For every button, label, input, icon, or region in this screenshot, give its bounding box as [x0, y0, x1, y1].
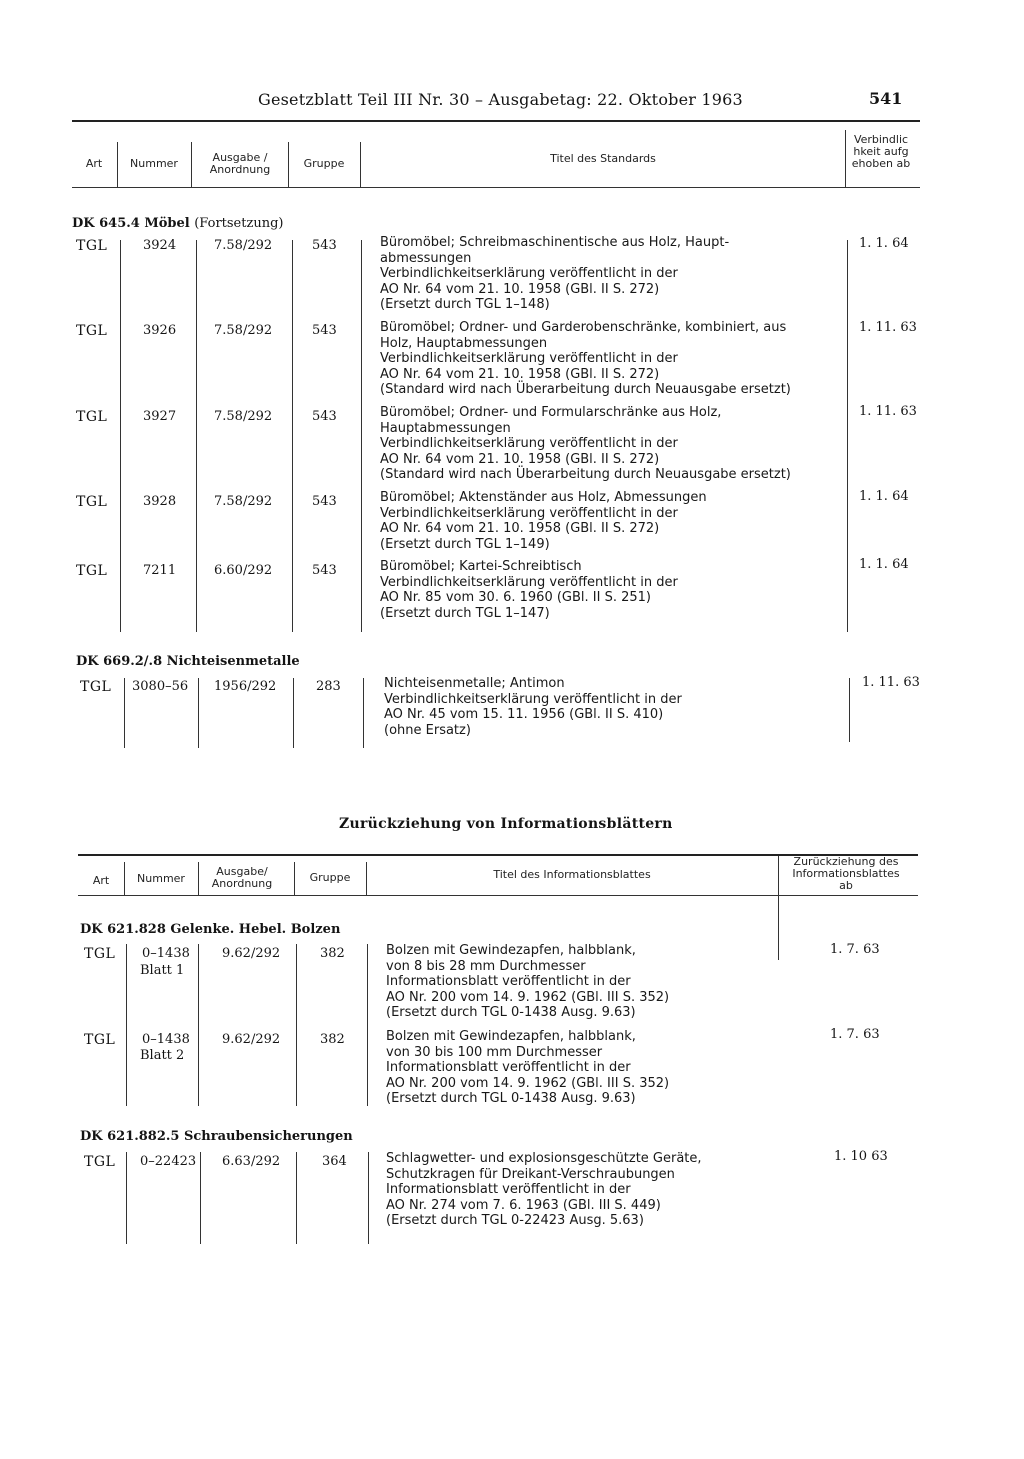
row-ausgabe: 1956/292 — [214, 679, 277, 694]
title-line: Büromöbel; Aktenständer aus Holz, Abmessungen — [380, 490, 707, 505]
title-line: Büromöbel; Schreibmaschinentische aus Holz, Haupt- — [380, 235, 730, 250]
section-dk: DK 645.4 Möbel — [72, 216, 190, 231]
title-line: Verbindlichkeitserklärung veröffentlicht in der — [380, 351, 678, 366]
table2-col-nummer: Nummer — [137, 872, 185, 885]
table1-header-divider — [845, 130, 846, 187]
table2-body-divider — [296, 944, 297, 1106]
section-dk: DK 621.882.5 Schraubensicherungen — [80, 1129, 353, 1144]
table2-col-zurueck: Zurückziehung des Informationsblattes ab — [792, 855, 900, 892]
row-blatt: Blatt 2 — [140, 1048, 185, 1063]
section-heading-schraubensicherungen — [80, 1129, 353, 1144]
title-line: von 8 bis 28 mm Durchmesser — [386, 958, 586, 974]
row-date: 1. 7. 63 — [830, 942, 880, 957]
title-line: (Ersetzt durch TGL 0-1438 Ausg. 9.63) — [386, 1091, 636, 1106]
title-line: Büromöbel; Ordner- und Garderobenschränke, kombiniert, aus — [380, 320, 787, 335]
title-line: (Ersetzt durch TGL 1–148) — [380, 297, 550, 312]
table1-col-art: Art — [85, 157, 103, 170]
table2-col-ausgabe: Ausgabe/ Anordnung — [211, 865, 273, 890]
row-title — [386, 1029, 669, 1107]
table2-body-divider — [126, 944, 127, 1106]
title-line: von 30 bis 100 mm Durchmesser — [386, 1044, 603, 1060]
title-line: Verbindlichkeitserklärung veröffentlicht in der — [380, 266, 678, 281]
row-date: 1. 11. 63 — [862, 675, 920, 690]
title-line: Hauptabmessungen — [380, 420, 511, 436]
table1-col-verbind: Verbindlichkeit aufgehoben ab — [851, 133, 911, 170]
title-line: Büromöbel; Kartei-Schreibtisch — [380, 559, 582, 574]
row-art: TGL — [84, 1032, 116, 1048]
title-line: Büromöbel; Ordner- und Formularschränke aus Holz, — [380, 405, 722, 420]
row-title — [380, 320, 791, 398]
title-line: Schlagwetter- und explosionsgeschützte Geräte, — [386, 1151, 702, 1166]
page-header-title: Gesetzblatt Teil III Nr. 30 – Ausgabetag: 22. Oktober 1963 — [258, 90, 743, 109]
row-art: TGL — [84, 1154, 116, 1170]
title-line: (Ersetzt durch TGL 0-1438 Ausg. 9.63) — [386, 1005, 636, 1020]
row-blatt: Blatt 1 — [140, 963, 185, 978]
row-title — [380, 405, 791, 483]
table2-header-divider — [124, 862, 125, 895]
table2-body-divider — [198, 944, 199, 1106]
row-gruppe: 543 — [312, 409, 337, 424]
row-ausgabe: 6.60/292 — [214, 563, 273, 578]
title-line: Informationsblatt veröffentlicht in der — [386, 974, 631, 989]
table2-header-divider — [778, 856, 779, 895]
table1-body-divider — [361, 240, 362, 632]
section-heading-gelenke — [80, 922, 340, 937]
table1-col-ausgabe: Ausgabe / Anordnung — [209, 151, 271, 176]
title-line: Holz, Hauptabmessungen — [380, 335, 548, 351]
row-title — [386, 1151, 702, 1229]
row-date: 1. 1. 64 — [859, 489, 909, 504]
table2-body-divider — [368, 1152, 369, 1244]
row-title — [384, 676, 682, 738]
row-ausgabe: 7.58/292 — [214, 323, 273, 338]
title-line: Bolzen mit Gewindezapfen, halbblank, — [386, 943, 636, 958]
title-line: (Ersetzt durch TGL 1–147) — [380, 605, 550, 621]
row-title — [386, 943, 669, 1021]
title-line: AO Nr. 64 vom 21. 10. 1958 (GBl. II S. 272) — [380, 366, 660, 382]
row-art: TGL — [76, 563, 108, 579]
row-title — [380, 559, 678, 621]
table2-heading: Zurückziehung von Informationsblättern — [339, 816, 673, 832]
row-art: TGL — [76, 238, 108, 254]
row-ausgabe: 6.63/292 — [222, 1154, 281, 1169]
row-gruppe: 543 — [312, 563, 337, 578]
title-line: Informationsblatt veröffentlicht in der — [386, 1060, 631, 1075]
row-gruppe: 543 — [312, 494, 337, 509]
table1-body-divider — [847, 240, 848, 632]
table2-body-divider — [778, 895, 779, 960]
title-line: (Ersetzt durch TGL 1–149) — [380, 536, 550, 552]
table2-body-divider — [367, 944, 368, 1106]
title-line: AO Nr. 200 vom 14. 9. 1962 (GBl. III S. 352) — [386, 989, 670, 1005]
row-title — [380, 235, 729, 313]
table2-body-divider — [126, 1152, 127, 1244]
row-date: 1. 1. 64 — [859, 236, 909, 251]
table1-body-divider — [120, 240, 121, 632]
row-nummer: 0–22423 — [140, 1154, 197, 1169]
title-line: AO Nr. 64 vom 21. 10. 1958 (GBl. II S. 272) — [380, 451, 660, 467]
title-line: AO Nr. 64 vom 21. 10. 1958 (GBl. II S. 272) — [380, 281, 660, 297]
row-art: TGL — [76, 409, 108, 425]
row-ausgabe: 9.62/292 — [222, 1032, 281, 1047]
row-art: TGL — [76, 323, 108, 339]
section-heading-nichteisenmetalle — [76, 654, 300, 669]
title-line: abmessungen — [380, 250, 472, 266]
row-nummer: 3080–56 — [132, 679, 189, 694]
row-ausgabe: 7.58/292 — [214, 238, 273, 253]
section-dk: DK 621.828 Gelenke. Hebel. Bolzen — [80, 922, 341, 937]
title-line: Verbindlichkeitserklärung veröffentlicht in der — [380, 436, 678, 451]
row-gruppe: 382 — [320, 946, 345, 961]
row-nummer: 0–1438 — [142, 1032, 190, 1047]
row-nummer: 7211 — [143, 563, 177, 578]
title-line: AO Nr. 274 vom 7. 6. 1963 (GBl. III S. 449) — [386, 1197, 661, 1213]
row-art: TGL — [80, 679, 112, 695]
row-nummer: 3927 — [143, 409, 177, 424]
row-art: TGL — [76, 494, 108, 510]
table2-body-divider — [296, 1152, 297, 1244]
table2-col-art: Art — [92, 874, 110, 887]
row-nummer: 3928 — [143, 494, 177, 509]
table1-body-divider — [363, 678, 364, 748]
row-date: 1. 11. 63 — [859, 404, 917, 419]
title-line: Verbindlichkeitserklärung veröffentlicht in der — [380, 505, 678, 521]
page-number: 541 — [869, 89, 903, 108]
title-line: (Standard wird nach Überarbeitung durch Neuausgabe ersetzt) — [380, 382, 791, 397]
row-art: TGL — [84, 946, 116, 962]
row-gruppe: 283 — [316, 679, 341, 694]
table1-body-divider — [124, 678, 125, 748]
row-ausgabe: 7.58/292 — [214, 494, 273, 509]
section-heading-moebel — [72, 216, 283, 231]
row-gruppe: 364 — [322, 1154, 347, 1169]
table2-header-divider — [198, 862, 199, 895]
table1-body-divider — [293, 678, 294, 748]
table2-body-divider — [200, 1152, 201, 1244]
title-line: (Standard wird nach Überarbeitung durch Neuausgabe ersetzt) — [380, 467, 791, 482]
table1-body-divider — [196, 240, 197, 632]
section-dk: DK 669.2/.8 Nichteisenmetalle — [76, 654, 300, 669]
table1-top-rule — [72, 120, 920, 122]
title-line: Verbindlichkeitserklärung veröffentlicht in der — [380, 574, 678, 590]
row-date: 1. 1. 64 — [859, 557, 909, 572]
title-line: Informationsblatt veröffentlicht in der — [386, 1182, 631, 1197]
table2-col-gruppe: Gruppe — [309, 871, 351, 884]
table1-body-divider — [849, 678, 850, 742]
row-nummer: 3926 — [143, 323, 177, 338]
row-date: 1. 10 63 — [834, 1149, 888, 1164]
row-date: 1. 7. 63 — [830, 1027, 880, 1042]
row-ausgabe: 7.58/292 — [214, 409, 273, 424]
title-line: AO Nr. 200 vom 14. 9. 1962 (GBl. III S. 352) — [386, 1075, 670, 1091]
table2-header-rule — [78, 895, 918, 896]
row-gruppe: 543 — [312, 323, 337, 338]
title-line: AO Nr. 64 vom 21. 10. 1958 (GBl. II S. 272) — [380, 521, 660, 536]
row-title — [380, 490, 707, 552]
row-gruppe: 382 — [320, 1032, 345, 1047]
table2-col-titel: Titel des Informationsblattes — [493, 868, 651, 881]
title-line: AO Nr. 45 vom 15. 11. 1956 (GBl. II S. 410) — [384, 707, 664, 722]
row-nummer: 3924 — [143, 238, 177, 253]
table2-header-divider — [294, 862, 295, 895]
row-ausgabe: 9.62/292 — [222, 946, 281, 961]
title-line: Bolzen mit Gewindezapfen, halbblank, — [386, 1029, 636, 1044]
title-line: Verbindlichkeitserklärung veröffentlicht in der — [384, 691, 682, 707]
title-line: (Ersetzt durch TGL 0-22423 Ausg. 5.63) — [386, 1213, 644, 1228]
table1-header-rule — [72, 187, 920, 188]
table1-col-titel: Titel des Standards — [550, 152, 656, 165]
table2-header-divider — [366, 862, 367, 895]
title-line: AO Nr. 85 vom 30. 6. 1960 (GBl. II S. 251) — [380, 590, 651, 605]
table1-body-divider — [292, 240, 293, 632]
table1-header-divider — [191, 142, 192, 187]
title-line: (ohne Ersatz) — [384, 722, 471, 738]
title-line: Schutzkragen für Dreikant-Verschraubungen — [386, 1166, 675, 1182]
section-note: (Fortsetzung) — [194, 216, 284, 231]
title-line: Nichteisenmetalle; Antimon — [384, 676, 565, 691]
row-date: 1. 11. 63 — [859, 320, 917, 335]
table1-col-gruppe: Gruppe — [303, 157, 345, 170]
row-nummer: 0–1438 — [142, 946, 190, 961]
row-gruppe: 543 — [312, 238, 337, 253]
table1-body-divider — [198, 678, 199, 748]
table1-col-nummer: Nummer — [130, 157, 178, 170]
